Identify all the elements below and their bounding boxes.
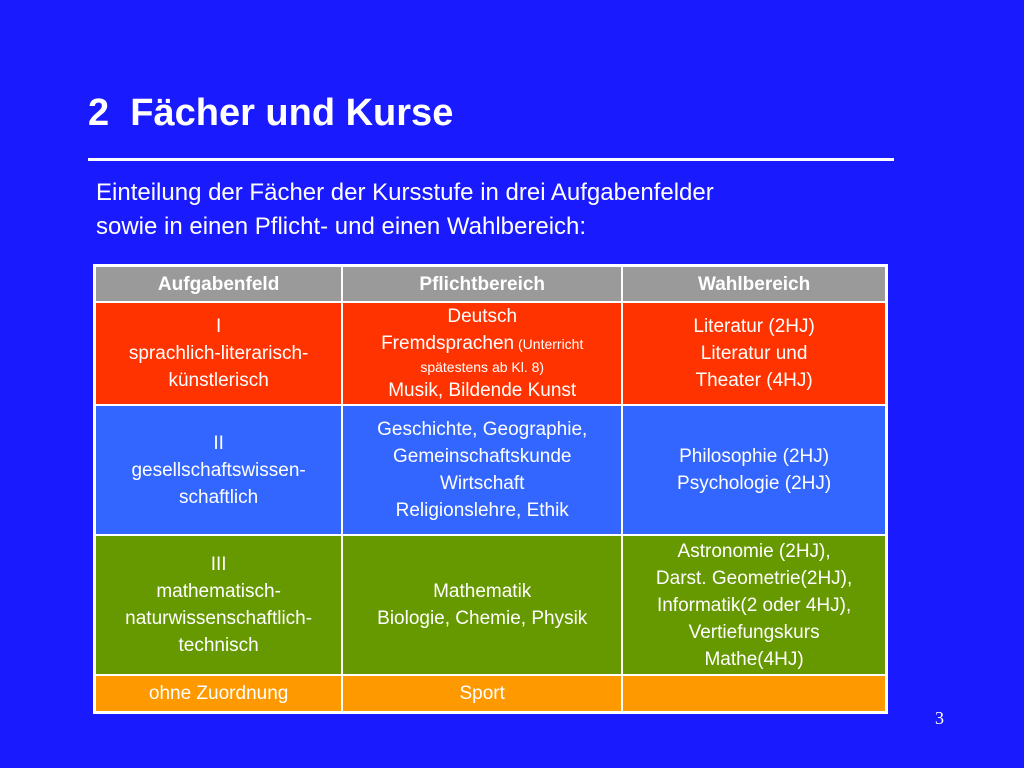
field-name-line: mathematisch- [156, 581, 281, 602]
mandatory-subject-with-note [347, 330, 617, 357]
elective-subject: Astronomie (2HJ), [677, 540, 831, 562]
field-number: II [213, 432, 224, 454]
elective-subject: Vertiefungskurs [688, 621, 820, 643]
mandatory-subject: Mathematik [433, 581, 532, 602]
field-cell-4 [95, 675, 343, 713]
table-row [95, 302, 887, 405]
field-cell-2 [95, 405, 343, 535]
header-wahlbereich: Wahlbereich [622, 266, 886, 303]
subjects-table [93, 264, 888, 714]
mandatory-subject: Deutsch [447, 306, 518, 327]
field-number: III [210, 554, 227, 575]
field-name-line: technisch [178, 635, 259, 656]
elective-subject: Philosophie (2HJ) [679, 446, 830, 467]
field-name-line: schaftlich [179, 486, 259, 508]
mandatory-subject: Biologie, Chemie, Physik [377, 608, 588, 629]
intro-line-1: Einteilung der Fächer der Kursstufe in drei Aufgabenfelder [96, 179, 714, 206]
header-pflichtbereich: Pflichtbereich [342, 266, 622, 303]
field-name-line: naturwissenschaftlich- [125, 608, 313, 629]
elective-subject: Darst. Geometrie(2HJ), [655, 567, 853, 589]
field-name-line: ohne Zuordnung [148, 683, 289, 704]
mandatory-cell-1 [342, 302, 622, 405]
elective-subject: Informatik(2 oder 4HJ), [656, 594, 852, 616]
elective-subject: Psychologie (2HJ) [677, 473, 832, 494]
mandatory-subject: Sport [459, 683, 505, 704]
field-cell-3 [95, 535, 343, 675]
elective-cell-4 [622, 675, 886, 713]
page-number: 3 [935, 708, 944, 728]
elective-subject: Literatur und [700, 343, 808, 364]
field-name-line: gesellschaftswissen- [131, 459, 306, 481]
table-row [95, 405, 887, 535]
mandatory-subject: Fremdsprachen [381, 333, 515, 354]
mandatory-subject: Gemeinschaftskunde [392, 446, 572, 467]
header-aufgabenfeld: Aufgabenfeld [95, 266, 343, 303]
intro-line-2: sowie in einen Pflicht- und einen Wahlbereich: [96, 213, 587, 240]
title-divider [88, 158, 894, 161]
elective-cell-2 [622, 405, 886, 535]
elective-subject: Mathe(4HJ) [704, 648, 804, 670]
field-cell-1 [95, 302, 343, 405]
intro-text [96, 176, 896, 244]
subject-note: spätestens ab Kl. 8) [420, 359, 545, 375]
mandatory-cell-2 [342, 405, 622, 535]
field-name-line: sprachlich-literarisch- [128, 343, 309, 364]
table-header-row [95, 266, 887, 303]
mandatory-subject: Religionslehre, Ethik [395, 500, 569, 521]
mandatory-subject: Musik, Bildende Kunst [388, 380, 577, 401]
mandatory-cell-3 [342, 535, 622, 675]
elective-cell-1 [622, 302, 886, 405]
table-row [95, 675, 887, 713]
elective-subject: Theater (4HJ) [695, 370, 813, 391]
subject-note: (Unterricht [514, 336, 584, 352]
field-number: I [215, 316, 222, 337]
mandatory-cell-4 [342, 675, 622, 713]
mandatory-subject: Wirtschaft [439, 473, 525, 494]
table-row [95, 535, 887, 675]
elective-cell-3 [622, 535, 886, 675]
slide-title: 2 Fächer und Kurse [88, 92, 454, 134]
field-name-line: künstlerisch [168, 370, 269, 391]
elective-subject: Literatur (2HJ) [693, 316, 815, 337]
mandatory-subject: Geschichte, Geographie, [377, 419, 588, 440]
